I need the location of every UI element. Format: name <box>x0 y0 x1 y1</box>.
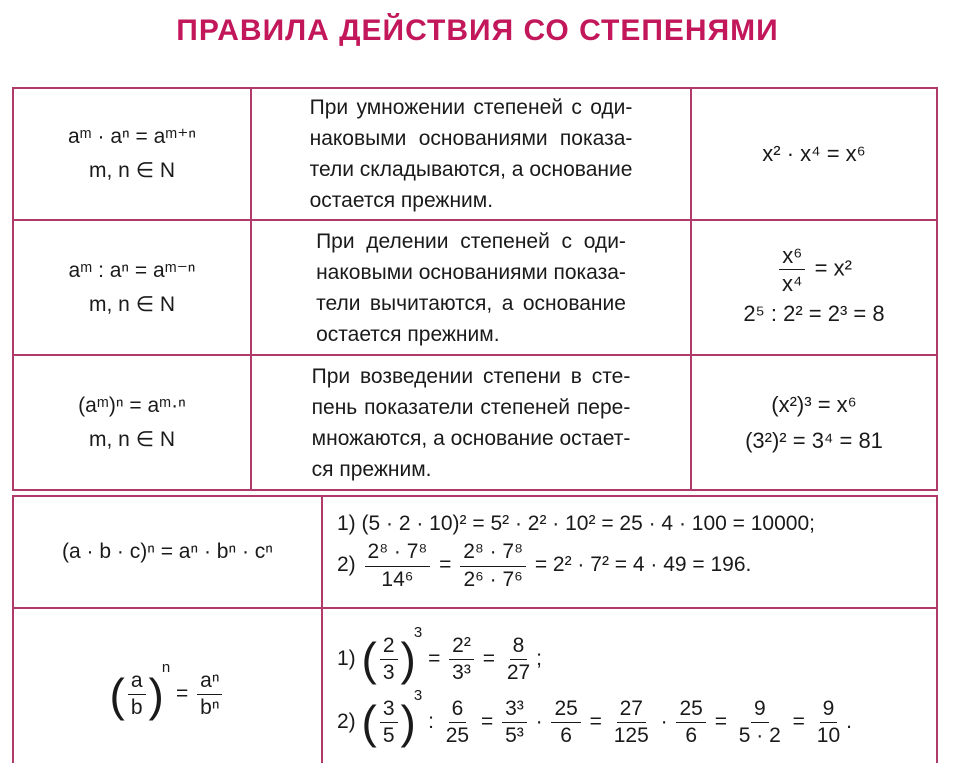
fraction <box>676 697 705 748</box>
rule-example-quotient <box>692 221 936 354</box>
example-line: 2⁵ : 2² = 2³ = 8 <box>743 301 885 327</box>
left-paren: ( <box>109 668 125 721</box>
formula-line: aᵐ : aⁿ = aᵐ⁻ⁿ <box>68 258 196 282</box>
rule-example-product-power <box>323 497 936 607</box>
fraction-denominator: 25 <box>445 723 470 747</box>
equals-sign: = <box>439 553 452 577</box>
example-line-fractions <box>337 540 815 591</box>
multiply-sign: · <box>535 710 543 733</box>
formula-domain: m, n ∈ N <box>89 292 175 316</box>
rule-formula-power <box>14 356 250 489</box>
fraction-denominator: b <box>130 696 143 720</box>
fraction-numerator: 3³ <box>502 697 527 723</box>
fraction <box>449 634 474 685</box>
formula-line <box>110 651 226 720</box>
fraction-denominator: 5 · 2 <box>738 723 781 747</box>
fraction <box>502 697 527 748</box>
fraction-numerator: 2² <box>449 634 474 660</box>
fraction-numerator: x⁶ <box>779 243 805 270</box>
fraction-numerator: 25 <box>551 697 580 723</box>
fraction-denominator: 5 <box>382 723 395 747</box>
example-line: x² · x⁴ = x⁶ <box>762 141 866 166</box>
formula-line: aᵐ · aⁿ = aᵐ⁺ⁿ <box>67 125 197 148</box>
desc-line: множаются, а основание остает- <box>311 426 631 450</box>
exponent: 3 <box>413 687 423 704</box>
formula-domain: m, n ∈ N <box>89 427 175 451</box>
fraction-numerator: 2⁸ · 7⁸ <box>365 540 431 566</box>
fraction-numerator: 8 <box>510 634 528 660</box>
fraction <box>736 697 784 748</box>
formula-line: (a · b · c)ⁿ = aⁿ · bⁿ · cⁿ <box>62 540 273 563</box>
formula-line: (aᵐ)ⁿ = aᵐ·ⁿ <box>78 393 186 417</box>
fraction-denominator: 6 <box>685 723 697 747</box>
fraction-denominator: 27 <box>506 660 531 684</box>
desc-line: При делении степеней с оди- <box>316 229 626 253</box>
equals-sign: = <box>480 710 494 733</box>
formula-domain: m, n ∈ N <box>89 159 175 182</box>
rule-example-power <box>692 356 936 489</box>
fraction-numerator: 2⁸ · 7⁸ <box>460 540 526 566</box>
fraction <box>380 697 398 748</box>
example-fraction-line <box>743 243 884 297</box>
fraction-numerator: 2 <box>380 634 398 660</box>
desc-line: пень показатели степеней пере- <box>311 395 631 419</box>
fraction-denominator: x⁴ <box>782 271 803 296</box>
punctuation: ; <box>536 646 543 670</box>
fraction-numerator: 25 <box>676 697 705 723</box>
desc-line: остается прежним. <box>316 322 500 346</box>
fraction <box>380 634 398 685</box>
fraction <box>551 697 580 748</box>
fraction-numerator: 3 <box>380 697 398 723</box>
fraction-numerator: a <box>128 669 146 695</box>
equals-sign: = <box>792 710 805 733</box>
fraction <box>365 540 431 591</box>
example-tail: = 2² · 7² = 4 · 49 = 196. <box>534 553 752 577</box>
punctuation: . <box>846 710 852 733</box>
desc-line: наковыми основаниями показа- <box>309 127 633 150</box>
example-label: 1) <box>337 646 356 670</box>
fraction-denominator: 5³ <box>505 723 524 747</box>
fraction-rhs: = x² <box>814 255 852 281</box>
desc-line: ся прежним. <box>311 457 432 481</box>
fraction-numerator: 9 <box>820 697 838 723</box>
equals-sign: = <box>176 682 189 706</box>
rule-formula-product-power <box>14 497 321 607</box>
fraction-denominator: 14⁶ <box>381 567 414 591</box>
desc-line: остается прежним. <box>309 189 494 212</box>
division-sign: : <box>428 710 434 733</box>
fraction <box>197 669 222 720</box>
fraction <box>611 697 652 748</box>
desc-line: наковыми основаниями показа- <box>316 260 626 284</box>
rule-description-power <box>252 356 690 489</box>
fraction-numerator: aⁿ <box>197 669 222 695</box>
fraction-numerator: 9 <box>751 697 769 723</box>
equals-sign: = <box>589 710 602 733</box>
left-paren: ( <box>361 696 377 749</box>
example-label: 2) <box>337 553 356 577</box>
fraction <box>128 669 146 720</box>
desc-line: тели вычитаются, а основание <box>316 291 626 315</box>
rule-example-quotient-power <box>323 609 936 763</box>
example-line: 1) (5 · 2 · 10)² = 5² · 2² · 10² = 25 · 4 · 100 = 10000; <box>337 512 815 536</box>
right-paren: ) <box>400 633 416 686</box>
fraction-denominator: 125 <box>613 723 649 747</box>
page-title: ПРАВИЛА ДЕЙСТВИЯ СО СТЕПЕНЯМИ <box>176 14 779 47</box>
desc-line: тели складываются, а основание <box>309 158 633 181</box>
equals-sign: = <box>482 646 495 670</box>
example-line: (3²)² = 3⁴ = 81 <box>745 427 883 453</box>
equals-sign: = <box>428 646 441 670</box>
example-line <box>337 687 852 748</box>
example-label: 2) <box>337 710 356 733</box>
fraction <box>443 697 472 748</box>
fraction-denominator: 10 <box>816 723 841 747</box>
fraction <box>504 634 533 685</box>
fraction-denominator: 3³ <box>452 660 471 684</box>
desc-line: При возведении степени в сте- <box>311 364 631 388</box>
left-paren: ( <box>361 633 377 686</box>
rule-formula-quotient-power <box>14 609 321 763</box>
exponent: 3 <box>413 623 423 641</box>
fraction <box>460 540 526 591</box>
fraction-denominator: 6 <box>560 723 572 747</box>
desc-line: При умножении степеней с оди- <box>309 96 633 119</box>
exponent: n <box>161 659 171 677</box>
multiply-sign: · <box>660 710 668 733</box>
rule-description-product <box>252 89 690 219</box>
fraction-denominator: 2⁶ · 7⁶ <box>463 567 523 591</box>
fraction-denominator: 3 <box>382 660 395 684</box>
rule-example-product <box>692 89 936 219</box>
right-paren: ) <box>400 696 416 749</box>
equals-sign: = <box>714 710 727 733</box>
example-line <box>337 624 852 685</box>
fraction <box>779 243 805 297</box>
table-divider <box>936 495 938 763</box>
right-paren: ) <box>148 668 164 721</box>
fraction-numerator: 27 <box>617 697 646 723</box>
rule-formula-product <box>14 89 250 219</box>
fraction <box>814 697 843 748</box>
fraction-denominator: bⁿ <box>200 696 220 720</box>
example-line: (x²)³ = x⁶ <box>771 391 857 417</box>
rule-formula-quotient <box>14 221 250 354</box>
rule-description-quotient <box>252 221 690 354</box>
fraction-numerator: 6 <box>449 697 467 723</box>
